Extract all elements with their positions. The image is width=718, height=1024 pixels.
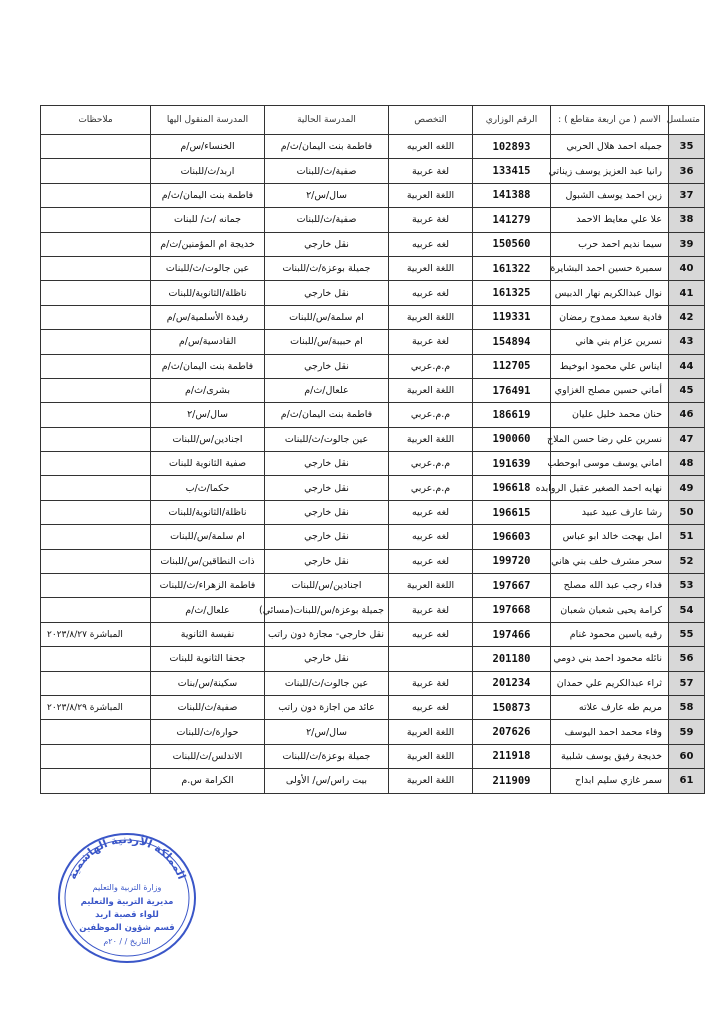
row-current-school: عين جالوت/ث/للبنات <box>265 671 389 695</box>
row-ministry-no: 102893 <box>473 135 551 159</box>
row-transfer-school: رفيدة الأسلمية/س/م <box>151 305 265 329</box>
row-serial: 45 <box>669 378 705 402</box>
table-row <box>41 769 705 793</box>
table-row <box>41 525 705 549</box>
transfer-table-sheet <box>40 105 704 794</box>
row-serial: 38 <box>669 208 705 232</box>
row-notes <box>41 574 151 598</box>
row-transfer-school: صفية الثانوية للبنات <box>151 452 265 476</box>
transfer-table <box>40 105 705 794</box>
row-name: سمر غازي سليم ابداح <box>551 769 669 793</box>
table-row <box>41 647 705 671</box>
stamp-line6: التاريخ / / ٢٠م <box>103 937 151 946</box>
row-current-school: نقل خارجي <box>265 476 389 500</box>
row-ministry-no: 211909 <box>473 769 551 793</box>
row-name: نسرين علي رضا حسن الملاح <box>551 427 669 451</box>
row-notes: المباشرة ٢٠٢٣/٨/٢٩ <box>41 695 151 719</box>
row-ministry-no: 141279 <box>473 208 551 232</box>
row-transfer-school: اجنادين/س/للبنات <box>151 427 265 451</box>
table-row <box>41 183 705 207</box>
row-ministry-no: 190060 <box>473 427 551 451</box>
row-transfer-school: القادسية/س/م <box>151 330 265 354</box>
row-ministry-no: 186619 <box>473 403 551 427</box>
row-serial: 41 <box>669 281 705 305</box>
row-notes <box>41 500 151 524</box>
row-specialty: اللغة العربية <box>389 256 473 280</box>
row-transfer-school: جمانه /ث/ للبنات <box>151 208 265 232</box>
row-name: امل بهجت خالد ابو عباس <box>551 525 669 549</box>
row-specialty: لغة عربية <box>389 671 473 695</box>
row-ministry-no: 133415 <box>473 159 551 183</box>
header-notes: ملاحظات <box>41 106 151 135</box>
header-current-school: المدرسة الحالية <box>265 106 389 135</box>
row-serial: 57 <box>669 671 705 695</box>
row-specialty: لغة عربية <box>389 208 473 232</box>
table-body <box>41 135 705 794</box>
row-current-school: نقل خارجي <box>265 452 389 476</box>
table-row <box>41 452 705 476</box>
row-notes <box>41 208 151 232</box>
row-notes <box>41 598 151 622</box>
row-specialty: لغة عربية <box>389 330 473 354</box>
row-transfer-school: عين جالوت/ث/للبنات <box>151 256 265 280</box>
row-specialty: اللغة العربية <box>389 744 473 768</box>
row-name: رقيه ياسين محمود غنام <box>551 622 669 646</box>
row-name: سميرة حسين احمد البشايرة <box>551 256 669 280</box>
row-current-school: فاطمة بنت اليمان/ث/م <box>265 135 389 159</box>
row-current-school: صفية/ث/للبنات <box>265 208 389 232</box>
row-specialty: لغة عربية <box>389 598 473 622</box>
row-transfer-school: الخنساء/س/م <box>151 135 265 159</box>
table-row <box>41 427 705 451</box>
stamp-line1: المملكة الأردنية الهاشمية <box>65 832 189 882</box>
row-serial: 36 <box>669 159 705 183</box>
row-serial: 48 <box>669 452 705 476</box>
table-row <box>41 476 705 500</box>
row-notes <box>41 403 151 427</box>
row-specialty: م.م.عربي <box>389 452 473 476</box>
row-notes <box>41 159 151 183</box>
row-current-school: نقل خارجي- مجازة دون راتب <box>265 622 389 646</box>
header-specialty: التخصص <box>389 106 473 135</box>
row-specialty: لغه عربيه <box>389 500 473 524</box>
row-ministry-no: 119331 <box>473 305 551 329</box>
row-notes <box>41 720 151 744</box>
row-name: سيما نديم احمد حرب <box>551 232 669 256</box>
row-specialty: اللغة العربية <box>389 427 473 451</box>
row-name: خديجة رفيق يوسف شلبية <box>551 744 669 768</box>
row-specialty: م.م.عربي <box>389 354 473 378</box>
table-row <box>41 135 705 159</box>
row-transfer-school: سال/س/٢ <box>151 403 265 427</box>
row-serial: 44 <box>669 354 705 378</box>
table-row <box>41 500 705 524</box>
row-transfer-school: ناظلة/الثانوية/للبنات <box>151 281 265 305</box>
row-name: فداء رجب عبد الله مصلح <box>551 574 669 598</box>
row-current-school: نقل خارجي <box>265 647 389 671</box>
row-serial: 47 <box>669 427 705 451</box>
row-notes: المباشرة ٢٠٢٣/٨/٢٧ <box>41 622 151 646</box>
table-row <box>41 281 705 305</box>
row-notes <box>41 476 151 500</box>
row-current-school: نقل خارجي <box>265 549 389 573</box>
row-notes <box>41 671 151 695</box>
table-row <box>41 378 705 402</box>
row-name: مريم طه عارف علاته <box>551 695 669 719</box>
row-transfer-school: علعال/ث/م <box>151 598 265 622</box>
row-transfer-school: فاطمة بنت اليمان/ث/م <box>151 183 265 207</box>
stamp-line2: وزارة التربية والتعليم <box>92 883 162 892</box>
table-row <box>41 232 705 256</box>
row-ministry-no: 141388 <box>473 183 551 207</box>
row-specialty: اللغة العربية <box>389 769 473 793</box>
row-ministry-no: 161325 <box>473 281 551 305</box>
row-transfer-school: الاندلس/ث/للبنات <box>151 744 265 768</box>
row-name: فادية سعيد ممدوح رمضان <box>551 305 669 329</box>
table-row <box>41 354 705 378</box>
row-specialty: لغه عربيه <box>389 549 473 573</box>
table-row <box>41 208 705 232</box>
row-specialty: اللغة العربية <box>389 574 473 598</box>
row-serial: 42 <box>669 305 705 329</box>
header-transfer-school: المدرسة المنقول اليها <box>151 106 265 135</box>
row-notes <box>41 525 151 549</box>
row-specialty: لغه عربيه <box>389 695 473 719</box>
row-transfer-school: ام سلمة/س/للبنات <box>151 525 265 549</box>
table-row <box>41 622 705 646</box>
row-transfer-school: صفية/ث/للبنات <box>151 695 265 719</box>
row-specialty: اللغة العربية <box>389 720 473 744</box>
row-serial: 61 <box>669 769 705 793</box>
row-name: اماني يوسف موسى ابوحطب <box>551 452 669 476</box>
row-specialty: لغه عربيه <box>389 281 473 305</box>
row-notes <box>41 305 151 329</box>
row-name: جميله احمد هلال الحربي <box>551 135 669 159</box>
table-row <box>41 598 705 622</box>
row-current-school: عائد من اجازة دون راتب <box>265 695 389 719</box>
row-notes <box>41 183 151 207</box>
row-serial: 50 <box>669 500 705 524</box>
row-transfer-school: خديجة ام المؤمنين/ث/م <box>151 232 265 256</box>
row-notes <box>41 769 151 793</box>
row-serial: 56 <box>669 647 705 671</box>
row-transfer-school: فاطمة الزهراء/ث/للبنات <box>151 574 265 598</box>
row-transfer-school: اربد/ث/للبنات <box>151 159 265 183</box>
row-notes <box>41 378 151 402</box>
table-row <box>41 695 705 719</box>
row-notes <box>41 452 151 476</box>
row-transfer-school: فاطمة بنت اليمان/ث/م <box>151 354 265 378</box>
row-name: نهايه احمد الصغير عقيل الروابده <box>551 476 669 500</box>
row-name: نائله محمود احمد بني دومي <box>551 647 669 671</box>
row-serial: 35 <box>669 135 705 159</box>
table-row <box>41 403 705 427</box>
stamp-line4: للواء قصبة اربد <box>95 910 159 920</box>
row-notes <box>41 549 151 573</box>
row-name: رشا عارف عبيد عبيد <box>551 500 669 524</box>
table-row <box>41 305 705 329</box>
row-current-school: نقل خارجي <box>265 500 389 524</box>
row-name: سحر مشرف خلف بني هاني <box>551 549 669 573</box>
row-notes <box>41 647 151 671</box>
row-ministry-no: 211918 <box>473 744 551 768</box>
table-row <box>41 671 705 695</box>
row-ministry-no: 161322 <box>473 256 551 280</box>
row-transfer-school: ناظلة/الثانوية/للبنات <box>151 500 265 524</box>
row-transfer-school: حكما/ث/ب <box>151 476 265 500</box>
row-ministry-no: 150560 <box>473 232 551 256</box>
row-notes <box>41 744 151 768</box>
table-row <box>41 549 705 573</box>
row-ministry-no: 197667 <box>473 574 551 598</box>
row-ministry-no: 196615 <box>473 500 551 524</box>
row-current-school: سال/س/٢ <box>265 720 389 744</box>
row-specialty <box>389 647 473 671</box>
header-row <box>41 106 705 135</box>
row-name: رانيا عبد العزيز يوسف زيناتي <box>551 159 669 183</box>
row-specialty: لغة عربية <box>389 159 473 183</box>
table-row <box>41 330 705 354</box>
stamp-seal-icon <box>52 820 202 970</box>
row-current-school: نقل خارجي <box>265 525 389 549</box>
row-ministry-no: 199720 <box>473 549 551 573</box>
row-current-school: ام سلمة/س/للبنات <box>265 305 389 329</box>
row-serial: 54 <box>669 598 705 622</box>
row-current-school: بيت راس/س/ الأولى <box>265 769 389 793</box>
row-transfer-school: حوارة/ث/للبنات <box>151 720 265 744</box>
row-current-school: علعال/ث/م <box>265 378 389 402</box>
row-current-school: جميلة بوعزة/س/للبنات(مسائي) <box>265 598 389 622</box>
row-transfer-school: جحفا الثانوية للبنات <box>151 647 265 671</box>
row-ministry-no: 201234 <box>473 671 551 695</box>
svg-text:المملكة الأردنية الهاشمية <box>66 833 189 881</box>
row-specialty: م.م.عربي <box>389 476 473 500</box>
row-ministry-no: 207626 <box>473 720 551 744</box>
table-row <box>41 256 705 280</box>
row-name: نوال عبدالكريم نهار الدبيس <box>551 281 669 305</box>
row-current-school: عين جالوت/ث/للبنات <box>265 427 389 451</box>
row-ministry-no: 197668 <box>473 598 551 622</box>
row-current-school: ام حبيبة/س/للبنات <box>265 330 389 354</box>
row-notes <box>41 281 151 305</box>
row-name: كرامة يحيى شعبان شعبان <box>551 598 669 622</box>
row-name: زين احمد يوسف الشبول <box>551 183 669 207</box>
row-serial: 51 <box>669 525 705 549</box>
row-name: ثراء عبدالكريم علي حمدان <box>551 671 669 695</box>
row-specialty: اللغة العربية <box>389 183 473 207</box>
row-ministry-no: 201180 <box>473 647 551 671</box>
row-transfer-school: بشرى/ث/م <box>151 378 265 402</box>
row-transfer-school: سكينة/س/بنات <box>151 671 265 695</box>
row-ministry-no: 154894 <box>473 330 551 354</box>
row-serial: 60 <box>669 744 705 768</box>
row-serial: 53 <box>669 574 705 598</box>
table-row <box>41 159 705 183</box>
row-name: حنان محمد خليل عليان <box>551 403 669 427</box>
official-stamp <box>52 820 202 970</box>
row-current-school: اجنادين/س/للبنات <box>265 574 389 598</box>
row-specialty: اللغة العربية <box>389 378 473 402</box>
row-serial: 46 <box>669 403 705 427</box>
row-serial: 37 <box>669 183 705 207</box>
row-specialty: اللغه العربيه <box>389 135 473 159</box>
header-name: الاسم ( من اربعة مقاطع ) : <box>551 106 669 135</box>
row-name: أماني حسين مصلح الغزاوي <box>551 378 669 402</box>
row-notes <box>41 354 151 378</box>
row-ministry-no: 112705 <box>473 354 551 378</box>
row-specialty: لغه عربيه <box>389 525 473 549</box>
row-name: نسرين عزام بني هاني <box>551 330 669 354</box>
header-serial: متسلسل <box>669 106 705 135</box>
row-current-school: نقل خارجي <box>265 232 389 256</box>
row-current-school: نقل خارجي <box>265 354 389 378</box>
stamp-line3: مديرية التربية والتعليم <box>80 897 174 907</box>
row-specialty: لغه عربيه <box>389 622 473 646</box>
row-name: ايناس علي محمود ابوخيط <box>551 354 669 378</box>
row-ministry-no: 196618 <box>473 476 551 500</box>
row-serial: 43 <box>669 330 705 354</box>
row-name: وفاء محمد احمد اليوسف <box>551 720 669 744</box>
row-transfer-school: نفيسة الثانوية <box>151 622 265 646</box>
stamp-line5: قسم شؤون الموظفين <box>79 923 175 933</box>
header-ministry-no: الرقم الوزاري <box>473 106 551 135</box>
row-serial: 40 <box>669 256 705 280</box>
row-serial: 49 <box>669 476 705 500</box>
row-current-school: نقل خارجي <box>265 281 389 305</box>
row-ministry-no: 176491 <box>473 378 551 402</box>
table-row <box>41 574 705 598</box>
row-serial: 58 <box>669 695 705 719</box>
row-current-school: فاطمة بنت اليمان/ث/م <box>265 403 389 427</box>
row-ministry-no: 196603 <box>473 525 551 549</box>
table-row <box>41 744 705 768</box>
row-notes <box>41 330 151 354</box>
row-current-school: صفية/ث/للبنات <box>265 159 389 183</box>
row-current-school: سال/س/٢ <box>265 183 389 207</box>
row-notes <box>41 256 151 280</box>
row-current-school: جميلة بوعزة/ث/للبنات <box>265 744 389 768</box>
row-serial: 55 <box>669 622 705 646</box>
row-notes <box>41 232 151 256</box>
row-specialty: م.م.عربي <box>389 403 473 427</box>
row-name: علا علي معايط الاحمد <box>551 208 669 232</box>
row-specialty: اللغة العربية <box>389 305 473 329</box>
row-serial: 52 <box>669 549 705 573</box>
row-serial: 59 <box>669 720 705 744</box>
row-ministry-no: 191639 <box>473 452 551 476</box>
row-current-school: جميلة بوعزة/ث/للبنات <box>265 256 389 280</box>
row-ministry-no: 197466 <box>473 622 551 646</box>
row-transfer-school: الكرامة س.م <box>151 769 265 793</box>
row-notes <box>41 427 151 451</box>
row-serial: 39 <box>669 232 705 256</box>
row-notes <box>41 135 151 159</box>
row-ministry-no: 150873 <box>473 695 551 719</box>
table-row <box>41 720 705 744</box>
row-transfer-school: ذات النطاقين/س/للبنات <box>151 549 265 573</box>
row-specialty: لغه عربيه <box>389 232 473 256</box>
